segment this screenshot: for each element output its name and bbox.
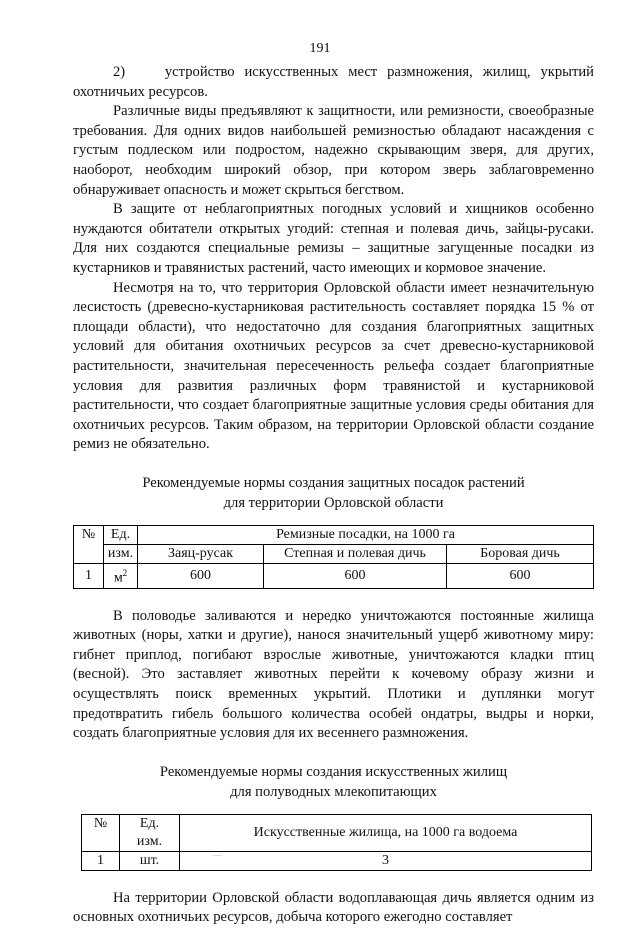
table-2-row-value: 3 xyxy=(180,851,592,870)
table-2-caption-line-1: Рекомендуемые нормы создания искусственных жилищ xyxy=(159,763,508,780)
table-2-caption xyxy=(73,762,594,802)
table-2-row-unit: шт. xyxy=(120,851,180,870)
table-1 xyxy=(73,525,594,589)
table-2-num-header: № xyxy=(82,814,120,851)
paragraph-4: Несмотря на то, что территория Орловской области имеет незначительную лесистость (древесно-кустарниковая растительность составляет порядка 15 % от площади области), что недостаточно для создания благоприятных защитных условий для обитания охотничьих ресурсов за счет древесно-кустарниковой растительности, значительная пересеченность рельефа создает благоприятные условия для развития различных форм травянистой и кустарниковой растительности, что создает благоприятные защитные условия среды обитания для охотничьих ресурсов. Таким образом, на территории Орловской области создание ремиз не обязательно. xyxy=(73,279,594,453)
table-2-unit-header-2: изм. xyxy=(136,833,163,849)
table-2 xyxy=(81,814,592,871)
table-2-caption-line-2: для полуводных млекопитающих xyxy=(230,783,437,800)
table-1-num-header: № xyxy=(74,525,104,563)
table-row xyxy=(74,563,594,588)
table-1-row-unit xyxy=(104,563,138,588)
table-1-unit-header-2: изм. xyxy=(104,544,138,563)
table-1-value-hare: 600 xyxy=(138,563,264,588)
table-row xyxy=(82,851,592,870)
table-1-value-forest-game: 600 xyxy=(447,563,594,588)
table-1-group-header: Ремизные посадки, на 1000 га xyxy=(138,525,594,544)
paragraph-5: В половодье заливаются и нередко уничтожаются постоянные жилища животных (норы, хатки и другие), нанося значительный ущерб животному миру: гибнет приплод, погибают взрослые животные, уничтожаются кладки птиц (весной). Это заставляет животных перейти к кочевому образу жизни и осуществлять поиск временных укрытий. Плотики и дуплянки могут предотвратить гибель большого количества особей ондатры, выдры и норки, создать благоприятные условия для их весеннего размножения. xyxy=(73,607,594,742)
table-2-unit-header-1: Ед. xyxy=(139,815,160,831)
table-2-header: Искусственные жилища, на 1000 га водоема xyxy=(180,814,592,851)
table-1-subheader-hare: Заяц-русак xyxy=(138,544,264,563)
table-1-caption xyxy=(73,473,594,513)
paragraph-3: В защите от неблагоприятных погодных условий и хищников особенно нуждаются обитатели открытых угодий: степная и полевая дичь, зайцы-русаки. Для них создаются специальные ремизы – защитные загущенные посадки из кустарников и травянистых растений, часто имеющих и кормовое значение. xyxy=(73,201,594,276)
page-number: 191 xyxy=(309,41,331,56)
paragraph-6: На территории Орловской области водоплавающая дичь является одним из основных охотничьих ресурсов, добыча которого ежегодно составляет xyxy=(73,889,594,926)
table-2-row-num: 1 xyxy=(82,851,120,870)
table-1-caption-line-1: Рекомендуемые нормы создания защитных посадок растений xyxy=(142,474,525,491)
table-2-unit-header xyxy=(120,814,180,851)
table-1-unit-text: м xyxy=(113,570,123,586)
paragraph-1: 2) устройство искусственных мест размножения, жилищ, укрытий охотничьих ресурсов. xyxy=(73,64,594,100)
table-1-caption-line-2: для территории Орловской области xyxy=(223,494,444,511)
table-1-value-field-game: 600 xyxy=(264,563,447,588)
table-1-row-num: 1 xyxy=(74,563,104,588)
page-body xyxy=(73,63,594,928)
table-1-unit-header-1: Ед. xyxy=(104,525,138,544)
table-1-unit-superscript: 2 xyxy=(122,567,128,578)
scan-artifact xyxy=(212,855,222,856)
table-1-subheader-field-game: Степная и полевая дичь xyxy=(264,544,447,563)
table-1-subheader-forest-game: Боровая дичь xyxy=(447,544,594,563)
paragraph-2: Различные виды предъявляют к защитности, или ремизности, своеобразные требования. Для одних видов наибольшей ремизностью обладают насаждения с густым подлеском или подростом, надежно скрывающим зверя, для других, наоборот, необходим широкий обзор, при котором зверь заблаговременно обнаруживает опасность и может скрыться бегством. xyxy=(73,103,594,198)
